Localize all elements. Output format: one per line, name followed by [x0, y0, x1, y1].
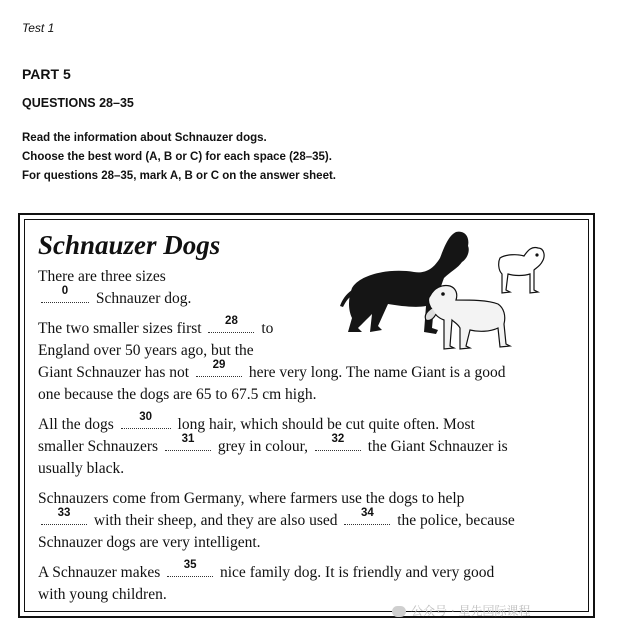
paragraph-3 [38, 411, 578, 480]
gap-34[interactable] [344, 507, 390, 525]
text-line [38, 559, 578, 584]
text-fragment: All the dogs [38, 416, 114, 433]
paragraph-2 [38, 315, 578, 406]
text-fragment: with their sheep, and they are also used [93, 512, 338, 529]
paragraph-4 [38, 488, 578, 554]
text-line: England over 50 years ago, but the [38, 342, 254, 359]
text-fragment: A Schnauzer makes [38, 564, 161, 581]
gap-number: 28 [225, 315, 238, 327]
paragraph-5 [38, 559, 578, 606]
text-line: There are three sizes [38, 268, 166, 285]
text-fragment: The two smaller sizes first [38, 320, 202, 337]
text-line: usually black. [38, 460, 125, 477]
text-fragment: to [261, 320, 274, 337]
gap-number: 30 [139, 411, 153, 423]
gap-number: 32 [331, 433, 345, 445]
text-fragment: nice family dog. It is friendly and very good [220, 564, 495, 581]
article-text [38, 228, 578, 614]
gap-number: 31 [181, 433, 195, 445]
article-title: Schnauzer Dogs [38, 230, 221, 260]
test-label: Test 1 [22, 21, 55, 35]
gap-number: 35 [183, 559, 197, 571]
text-fragment: smaller Schnauzers [38, 438, 159, 455]
text-line [38, 285, 578, 310]
questions-range: QUESTIONS 28–35 [22, 96, 134, 110]
gap-number: 0 [61, 285, 69, 297]
text-line [38, 433, 578, 458]
text-line [38, 359, 578, 384]
gap-number: 33 [57, 507, 71, 519]
gap-0-example [41, 285, 89, 303]
watermark-text: 公众号 · 星先国际课程 [411, 604, 531, 618]
text-line [38, 315, 578, 340]
text-fragment: grey in colour, [217, 438, 309, 455]
text-fragment: long hair, which should be cut quite often. Most [177, 416, 475, 433]
gap-33[interactable] [41, 507, 87, 525]
text-line: Schnauzers come from Germany, where farmers use the dogs to help [38, 490, 465, 507]
text-line [38, 507, 578, 532]
instructions [22, 129, 336, 186]
text-line: with young children. [38, 586, 167, 603]
watermark [392, 602, 530, 619]
gap-number: 34 [360, 507, 374, 519]
gap-32[interactable] [315, 433, 361, 451]
gap-28[interactable] [208, 315, 254, 333]
text-fragment: Schnauzer dog. [95, 290, 192, 307]
gap-30[interactable] [121, 411, 171, 429]
text-fragment: the Giant Schnauzer is [367, 438, 508, 455]
gap-31[interactable] [165, 433, 211, 451]
gap-number: 29 [212, 359, 226, 371]
instruction-line: For questions 28–35, mark A, B or C on the answer sheet. [22, 170, 336, 182]
text-line: Schnauzer dogs are very intelligent. [38, 534, 261, 551]
gap-35[interactable] [167, 559, 213, 577]
gap-29[interactable] [196, 359, 242, 377]
paragraph-1 [38, 266, 578, 310]
text-fragment: here very long. The name Giant is a good [248, 364, 506, 381]
wechat-icon [392, 606, 406, 617]
instruction-line: Read the information about Schnauzer dogs. [22, 132, 267, 144]
text-line [38, 411, 578, 436]
text-fragment: the police, because [397, 512, 515, 529]
part-title: PART 5 [22, 66, 71, 82]
text-fragment: Giant Schnauzer has not [38, 364, 190, 381]
text-line: one because the dogs are 65 to 67.5 cm high. [38, 386, 317, 403]
instruction-line: Choose the best word (A, B or C) for each space (28–35). [22, 151, 332, 163]
